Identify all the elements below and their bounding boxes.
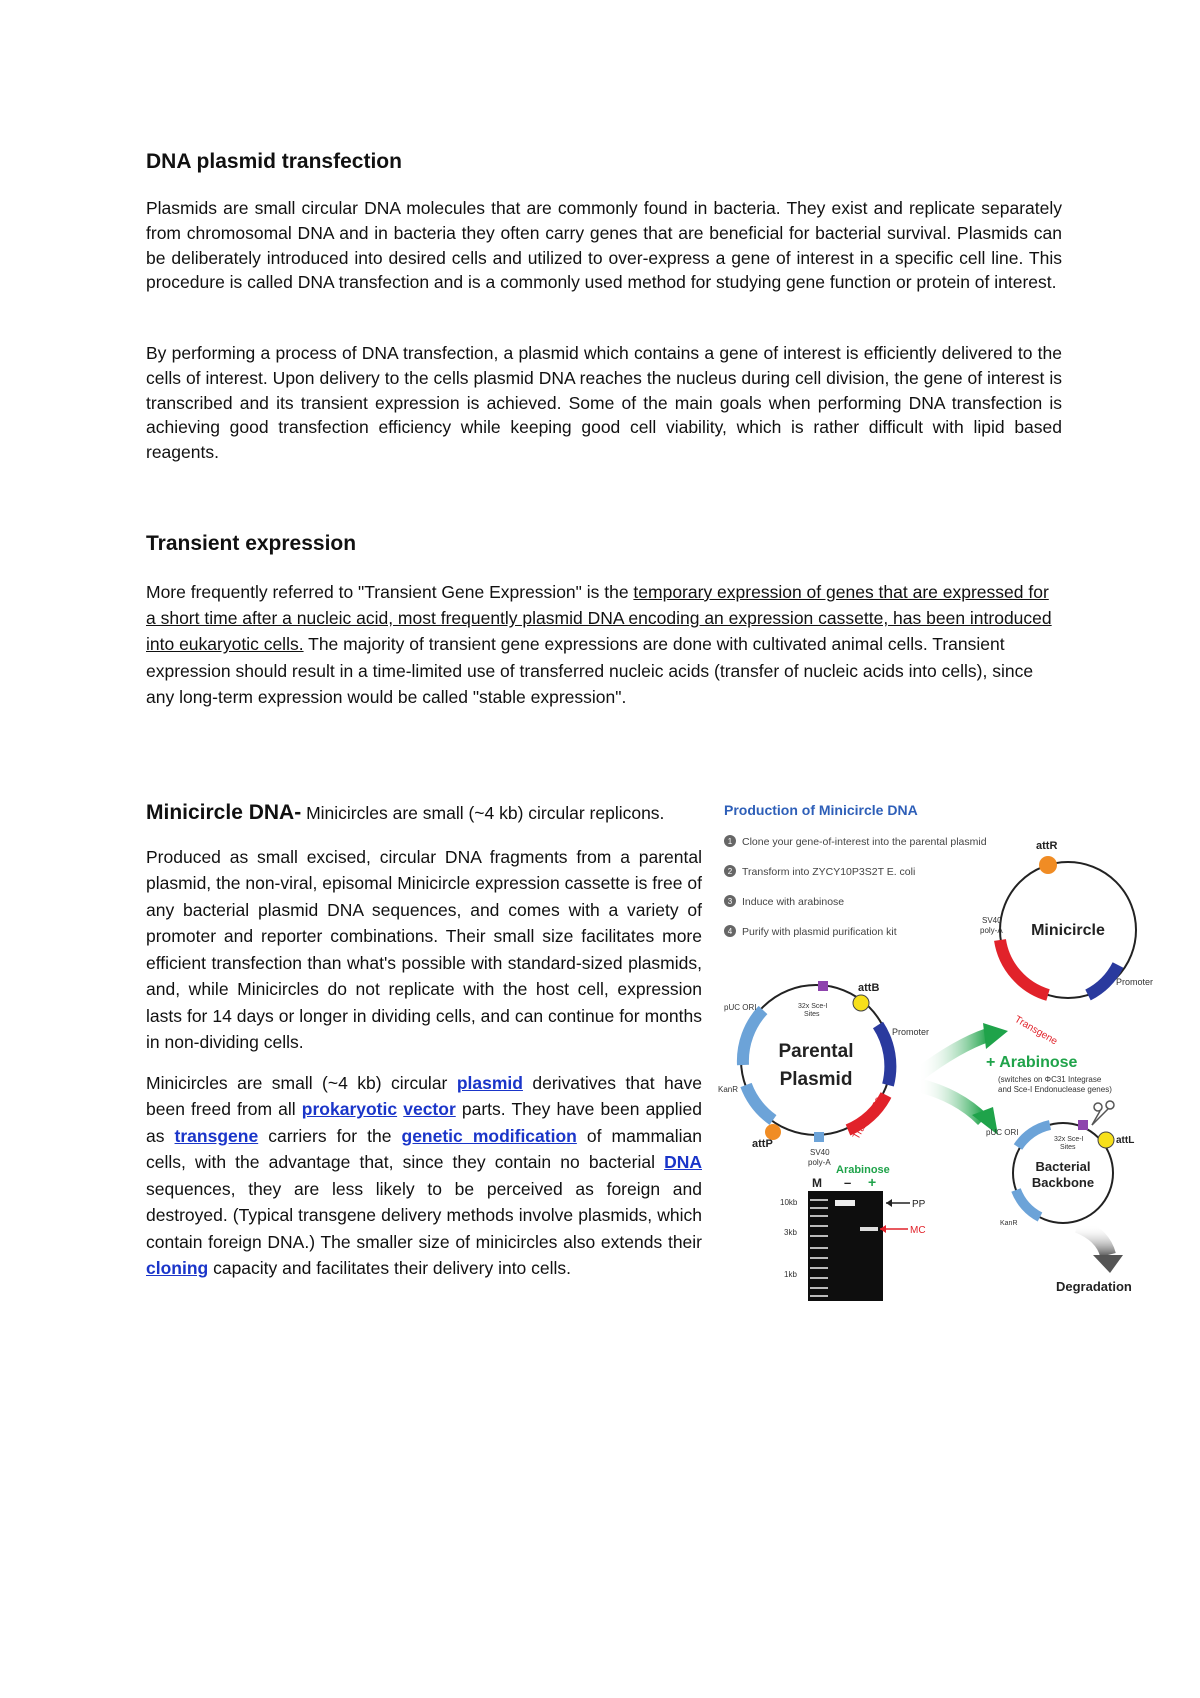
step-2-number: 2 (727, 867, 733, 876)
minicircle-title: Minicircle DNA- (146, 801, 302, 824)
step-1-text: Clone your gene-of-interest into the parental plasmid (742, 836, 987, 848)
gel-1kb-label: 1kb (784, 1270, 797, 1279)
backbone-puc-arc (1018, 1125, 1050, 1147)
degradation-arrow-icon (1078, 1225, 1108, 1255)
attl-site-marker (1098, 1132, 1114, 1148)
minicircle-subtitle: Minicircles are small (~4 kb) circular replicons. (301, 803, 665, 823)
parental-sv40-marker (814, 1132, 824, 1142)
steps-list (724, 835, 987, 938)
gel-arabinose-label: Arabinose (836, 1164, 890, 1176)
step-4-text: Purify with plasmid purification kit (742, 926, 897, 938)
minicircle-diagram (980, 840, 1153, 1048)
step-3-text: Induce with arabinose (742, 896, 845, 908)
label-kanr: KanR (718, 1085, 739, 1094)
minicircle-promoter-arc (1088, 965, 1118, 995)
gel-10kb-label: 10kb (780, 1198, 798, 1207)
label-polya-a: poly-A (980, 926, 1003, 935)
label-sites-d: Sites (1060, 1144, 1076, 1151)
minicircle-column (146, 800, 702, 1282)
label-attp: attP (752, 1138, 773, 1150)
label-puc-ori: pUC ORI (724, 1003, 757, 1012)
heading-dna-plasmid-transfection: DNA plasmid transfection (146, 150, 402, 173)
label-sv40-a: SV40 (982, 916, 1002, 925)
figure-title: Production of Minicircle DNA (724, 802, 918, 818)
transient-rest: The majority of transient gene expressions are done with cultivated animal cells. Transient expression should result in a time-limited use of transferred nucleic acids (transfer of nucleic acids into cells), since any long-term expression would be called "stable expression". (146, 634, 1034, 707)
green-arrowhead-up-icon (983, 1023, 1008, 1049)
step-4-number: 4 (727, 927, 733, 936)
label-arabinose: + Arabinose (986, 1054, 1078, 1071)
parental-plasmid-diagram (718, 981, 929, 1167)
label-arabinose-note-2: and Sce-I Endonuclease genes) (998, 1085, 1112, 1094)
step-2-text: Transform into ZYCY10P3S2T E. coli (742, 866, 916, 878)
step-3-number: 3 (727, 897, 733, 906)
dna-paragraph-1 (146, 196, 1062, 295)
arabinose-arrows (918, 1023, 1112, 1135)
scissors-icon (1092, 1101, 1114, 1125)
label-puc-ori-2: pUC ORI (986, 1128, 1019, 1137)
label-minicircle: Minicircle (1031, 922, 1105, 939)
minicircle-paragraph-2: Minicircles are small (~4 kb) circular plasmid derivatives that have been freed from all prokaryotic vector parts. They have been applied as transgene carriers for the genetic modification of mammalian cells, with the advantage that, since they contain no bacterial DNA sequences, they are less likely to be perceived as foreign and destroyed. (Typical transgene delivery methods involve plasmids, which contain foreign DNA.) The smaller size of minicircles also extends their cloning capacity and facilitates their delivery into cells. (146, 1072, 703, 1278)
label-parental: Parental (778, 1041, 854, 1062)
backbone-kanr-arc (1016, 1190, 1040, 1217)
label-sites-c: 32x Sce-I (1054, 1136, 1084, 1143)
label-bacterial: Bacterial (1035, 1159, 1091, 1174)
gel-image (780, 1164, 926, 1301)
heading-transient-expression: Transient expression (146, 532, 357, 555)
gel-band-mc (860, 1227, 878, 1231)
attb-site-marker (853, 995, 869, 1011)
label-backbone: Backbone (1031, 1175, 1095, 1190)
link-dna[interactable]: DNA (664, 1152, 702, 1172)
link-cloning[interactable]: cloning (146, 1258, 209, 1278)
label-transgene-minicircle: Transgene (1012, 1014, 1060, 1048)
dna-p1-text: Plasmids are small circular DNA molecules that are commonly found in bacteria. They exist and replicate separately from chromosomal DNA and in bacteria they often carry genes that are beneficial for bacterial survival. Plasmids can be deliberately introduced into desired cells and utilized to over-express a gene of interest in a specific cell line. This procedure is called DNA transfection and is a commonly used method for studying gene function or protein of interest. (146, 198, 1062, 293)
link-genetic-modification[interactable]: genetic modification (401, 1125, 577, 1146)
label-attl: attL (1116, 1135, 1135, 1146)
parental-kanr-arc (746, 1085, 773, 1120)
label-attr: attR (1036, 840, 1058, 852)
dna-paragraph-2 (146, 341, 1062, 465)
gel-3kb-label: 3kb (784, 1228, 797, 1237)
label-arabinose-note-1: (switches on ΦC31 Integrase (998, 1075, 1102, 1084)
minicircle-title-line (146, 800, 702, 827)
link-transgene[interactable]: transgene (174, 1125, 259, 1146)
label-transgene: Transgene (851, 1094, 885, 1142)
transient-text (146, 579, 1062, 710)
label-polya-c: poly-A (808, 1158, 831, 1167)
dna-p2-text: By performing a process of DNA transfection, a plasmid which contains a gene of interest is efficiently delivered to the cells of interest. Upon delivery to the cells plasmid DNA reaches the nucleus during cell division, the gene of interest is transcribed and its transient expression is achieved. Some of the main goals when performing DNA transfection is achieving good transfection efficiency while keeping good cell viability, which is rather difficult with lipid based reagents. (146, 343, 1062, 463)
degradation-arrowhead-icon (1093, 1255, 1123, 1273)
label-promoter: Promoter (892, 1027, 930, 1037)
gel-plus-label: + (868, 1174, 877, 1190)
gel-m-label: M (812, 1176, 822, 1190)
link-vector[interactable]: vector (403, 1099, 456, 1119)
parental-promoter-arc (878, 1025, 890, 1085)
green-arrow-up-icon (918, 1035, 988, 1075)
label-sites-b: Sites (804, 1011, 820, 1018)
attr-site-marker (1039, 856, 1057, 874)
label-degradation: Degradation (1056, 1279, 1132, 1294)
parental-sites-marker (818, 981, 828, 991)
parental-puc-arc (743, 1010, 763, 1065)
gel-pp-label: PP (912, 1199, 926, 1210)
gel-mc-label: MC (910, 1225, 926, 1236)
gel-band-pp (835, 1200, 855, 1206)
minicircle-production-figure (718, 795, 1154, 1305)
backbone-sites-marker (1078, 1120, 1088, 1130)
transient-paragraph (146, 579, 1062, 710)
label-kanr-2: KanR (1000, 1220, 1018, 1227)
transient-underlined-definition: temporary expression of genes that are expressed for a short time after a nucleic acid, most frequently plasmid DNA encoding an expression cassette, has been introduced into eukaryotic cells. (146, 582, 1052, 655)
step-1-number: 1 (727, 837, 733, 846)
label-attb: attB (858, 982, 880, 994)
bacterial-backbone-diagram (986, 1101, 1134, 1294)
label-plasmid: Plasmid (779, 1069, 853, 1090)
label-promoter-minicircle: Promoter (1116, 977, 1154, 987)
label-sv40-c: SV40 (810, 1148, 830, 1157)
transient-lead: More frequently referred to "Transient Gene Expression" is the (146, 582, 634, 602)
gel-minus-label: – (844, 1175, 852, 1190)
minicircle-transgene-arc (1000, 940, 1048, 995)
link-prokaryotic[interactable]: prokaryotic (301, 1099, 398, 1119)
link-plasmid[interactable]: plasmid (456, 1072, 523, 1093)
figure-svg (718, 795, 1154, 1305)
label-sites-a: 32x Sce-I (798, 1003, 828, 1010)
minicircle-paragraph-1: Produced as small excised, circular DNA fragments from a parental plasmid, the non-viral, episomal Minicircle expression cassette is free of any bacterial plasmid DNA sequences, and comes with a variety of promoter and reporter combinations. Their small size facilitates more efficient transfection than what's possible with standard-sized plasmids, and, while Minicircles do not replicate with the host cell, expression lasts for 14 days or longer in dividing cells, and can continue for months in non-dividing cells. (146, 846, 702, 1052)
